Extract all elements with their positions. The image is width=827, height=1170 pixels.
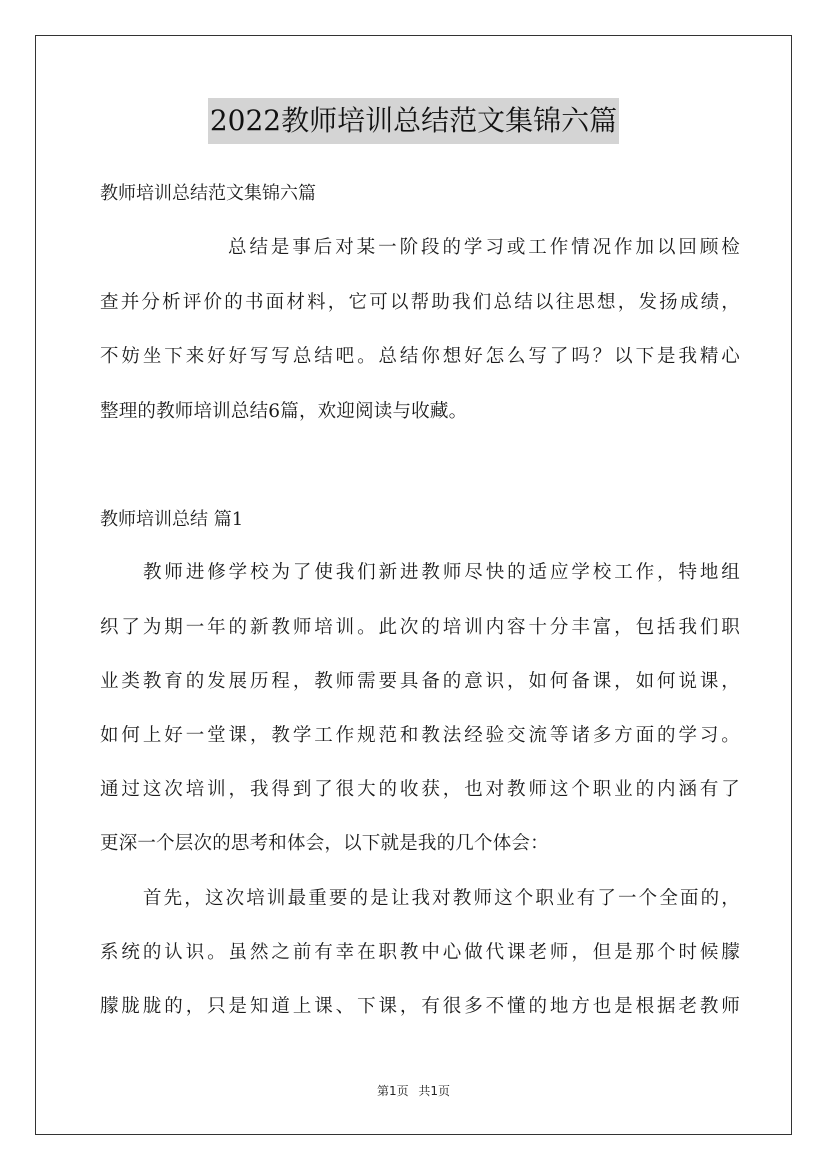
paragraph1-line-4: 如何上好一堂课，教学工作规范和教法经验交流等诸多方面的学习。 bbox=[100, 725, 740, 746]
document-title bbox=[0, 98, 827, 144]
paragraph1-line-6: 更深一个层次的思考和体会，以下就是我的几个体会： bbox=[100, 833, 549, 854]
section-heading: 教师培训总结 篇1 bbox=[100, 509, 244, 530]
paragraph1-line-5: 通过这次培训，我得到了很大的收获，也对教师这个职业的内涵有了 bbox=[100, 779, 740, 800]
document-subtitle: 教师培训总结范文集锦六篇 bbox=[100, 183, 316, 204]
paragraph1-line-2: 织了为期一年的新教师培训。此次的培训内容十分丰富，包括我们职 bbox=[100, 617, 740, 638]
paragraph2-line-3: 朦胧胧的，只是知道上课、下课，有很多不懂的地方也是根据老教师 bbox=[100, 996, 740, 1017]
page-number-footer: 第1页 共1页 bbox=[376, 1084, 451, 1098]
paragraph1-line-1: 教师进修学校为了使我们新进教师尽快的适应学校工作，特地组 bbox=[143, 562, 740, 583]
paragraph1-line-3: 业类教育的发展历程，教师需要具备的意识，如何备课，如何说课， bbox=[100, 671, 740, 692]
paragraph2-line-2: 系统的认识。虽然之前有幸在职教中心做代课老师，但是那个时候朦 bbox=[100, 942, 740, 963]
paragraph2-line-1: 首先，这次培训最重要的是让我对教师这个职业有了一个全面的， bbox=[143, 888, 740, 909]
intro-line-4: 整理的教师培训总结6篇，欢迎阅读与收藏。 bbox=[100, 401, 468, 422]
intro-line-2: 查并分析评价的书面材料，它可以帮助我们总结以往思想，发扬成绩， bbox=[100, 292, 740, 313]
intro-line-3: 不妨坐下来好好写写总结吧。总结你想好怎么写了吗？以下是我精心 bbox=[100, 346, 740, 367]
intro-line-1: 总结是事后对某一阶段的学习或工作情况作加以回顾检 bbox=[228, 237, 740, 258]
document-title-text: 2022教师培训总结范文集锦六篇 bbox=[208, 98, 619, 144]
